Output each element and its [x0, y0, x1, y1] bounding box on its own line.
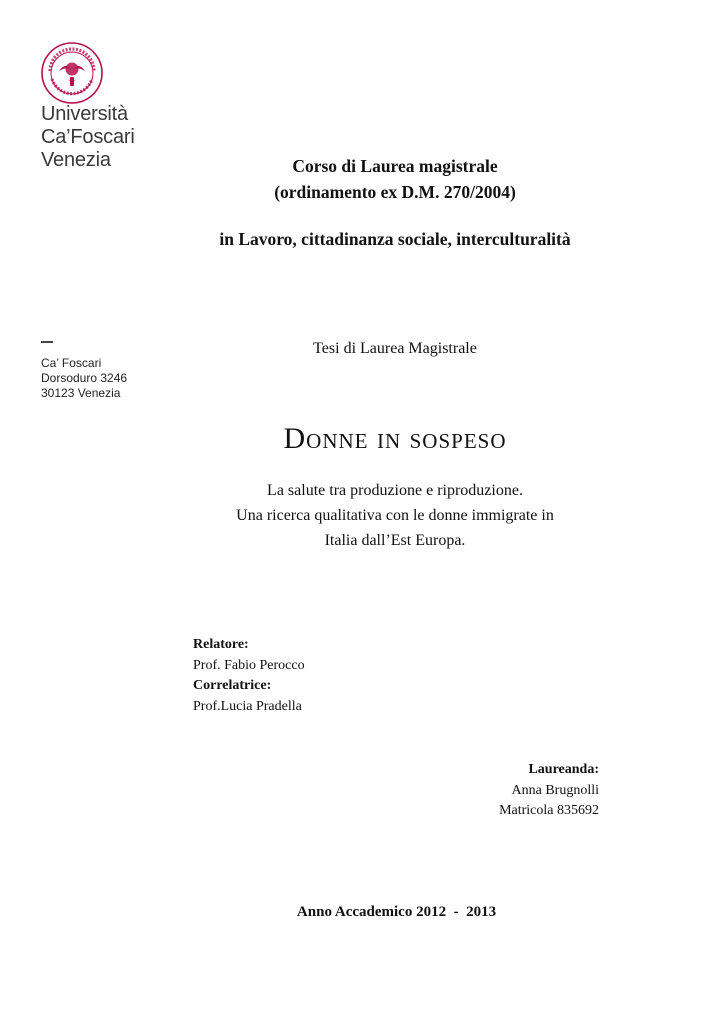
address-line: 30123 Venezia	[41, 386, 121, 400]
subtitle-line: Italia dall’Est Europa.	[324, 532, 466, 549]
relatore-name: Prof. Fabio Perocco	[193, 657, 305, 673]
address-line: Dorsoduro 3246	[41, 371, 128, 385]
correlatrice-label: Correlatrice:	[193, 678, 272, 693]
course-regulation: (ordinamento ex D.M. 270/2004)	[274, 182, 516, 202]
university-name-line: Venezia	[41, 149, 111, 171]
university-name-line: Ca’Foscari	[41, 126, 135, 148]
course-degree: Corso di Laurea magistrale	[292, 156, 498, 176]
thesis-title: Donne in sospeso	[283, 422, 507, 455]
candidate-name: Anna Brugnolli	[511, 782, 599, 798]
correlatrice-name: Prof.Lucia Pradella	[193, 698, 302, 714]
subtitle-line: La salute tra produzione e riproduzione.	[267, 482, 523, 499]
university-name-line: Università	[41, 103, 128, 125]
supervisors-block	[193, 635, 305, 717]
address-line: Ca’ Foscari	[41, 356, 102, 370]
candidate-block	[499, 760, 599, 822]
subtitle-line: Una ricerca qualitativa con le donne immigrate in	[236, 507, 554, 524]
university-address	[41, 356, 127, 401]
candidate-label: Laureanda:	[528, 762, 599, 777]
candidate-matricola: Matricola 835692	[499, 803, 599, 818]
relatore-label: Relatore:	[193, 637, 249, 652]
academic-year: Anno Accademico 2012 - 2013	[296, 904, 497, 920]
course-program: in Lavoro, cittadinanza sociale, interculturalità	[219, 229, 571, 249]
ca-foscari-seal-icon	[40, 41, 104, 105]
thesis-type: Tesi di Laurea Magistrale	[313, 340, 477, 357]
thesis-subtitle	[0, 478, 725, 553]
